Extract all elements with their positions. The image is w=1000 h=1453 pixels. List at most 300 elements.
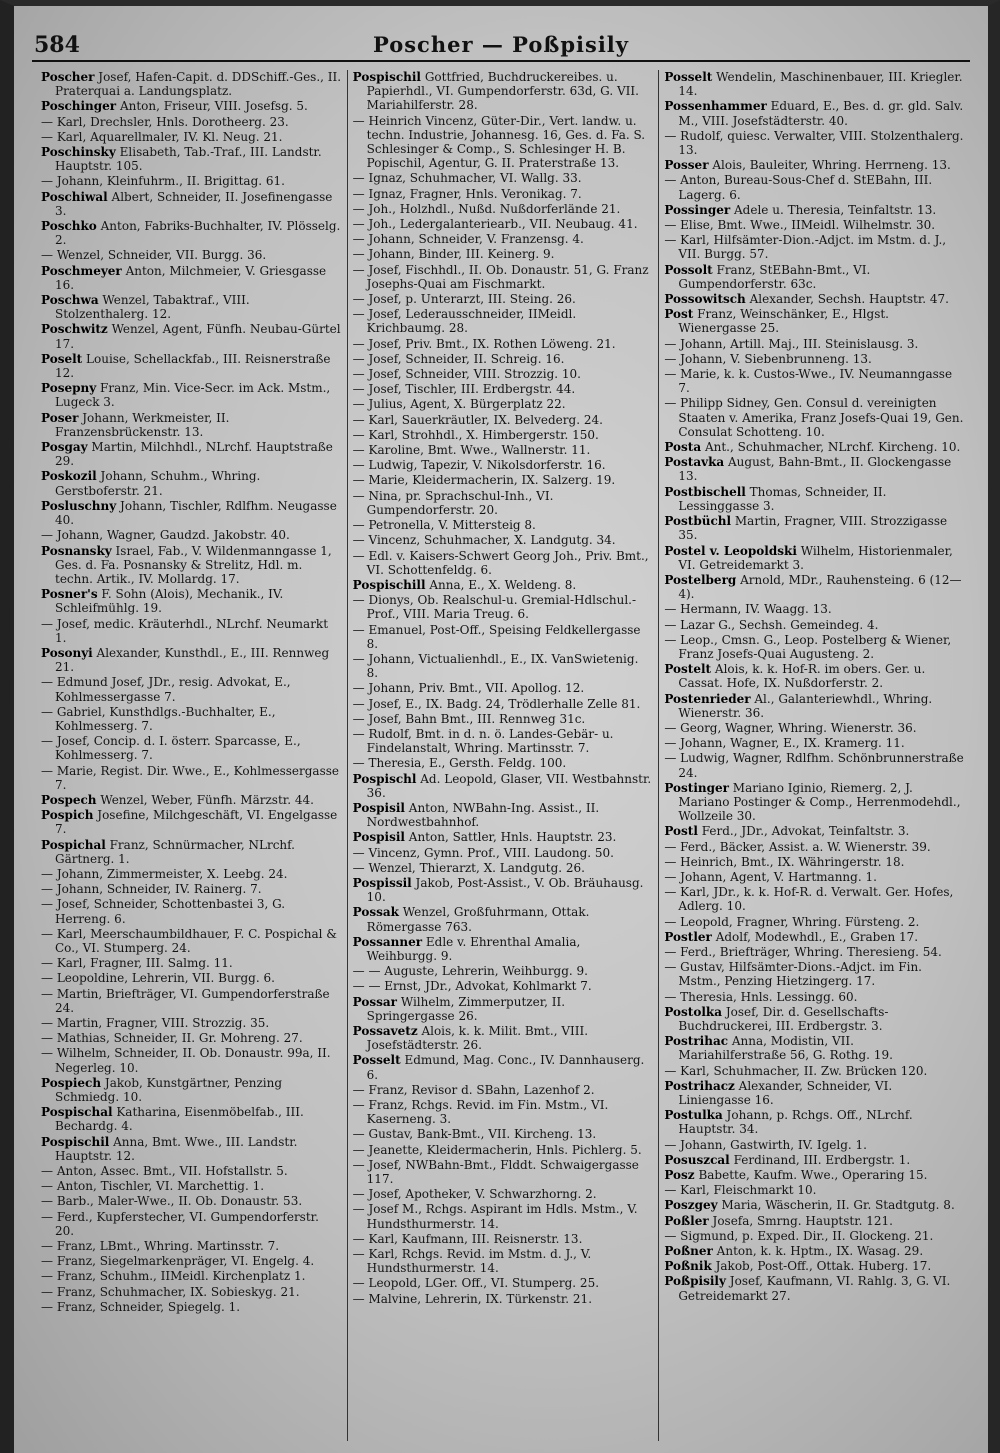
entry-surname: Pospischill (352, 577, 426, 592)
directory-entry (664, 1168, 965, 1182)
entry-details: — Johann, Victualienhdl., E., IX. VanSwietenig. 8. (352, 651, 639, 681)
entry-details: — Martin, Briefträger, VI. Gumpendorferstraße 24. (41, 986, 330, 1015)
directory-entry (41, 381, 342, 409)
directory-entry (353, 1187, 654, 1201)
directory-entry (664, 751, 965, 779)
entry-details: Jakob, Post-Off., Ottak. Huberg. 17. (711, 1259, 932, 1274)
entry-details: — Emanuel, Post-Off., Speising Feldkellergasse 8. (352, 622, 641, 651)
directory-entry (41, 264, 342, 292)
entry-details: — Ferd., Bäcker, Assist. a. W. Wienerstr. 39. (664, 839, 931, 854)
directory-entry (353, 578, 654, 592)
directory-entry (353, 1247, 654, 1275)
directory-entry (664, 945, 965, 959)
directory-entry (353, 202, 654, 216)
directory-entry (353, 905, 654, 933)
directory-entry (353, 232, 654, 246)
directory-entry (353, 772, 654, 800)
directory-entry (664, 633, 965, 661)
entry-details: — Karl, Strohhdl., X. Himbergerstr. 150. (352, 427, 599, 442)
directory-entry (664, 990, 965, 1004)
directory-entry (41, 1179, 342, 1193)
directory-entry (353, 756, 654, 770)
entry-details: — Ludwig, Tapezir, V. Nikolsdorferstr. 16. (352, 458, 606, 473)
entry-details: — Leopoldine, Lehrerin, VII. Burgg. 6. (41, 971, 275, 986)
entry-details: Johann, Tischler, Rdlfhm. Neugasse 40. (55, 498, 337, 528)
entry-details: — Karoline, Bmt. Wwe., Wallnerstr. 11. (352, 443, 591, 458)
entry-details: Anna, Modistin, VII. Mariahilferstraße 56, G. Rothg. 19. (678, 1034, 893, 1063)
directory-entry (41, 322, 342, 350)
entry-surname: Pospissil (352, 875, 412, 890)
entry-details: Anton, k. k. Hptm., IX. Wasag. 29. (712, 1244, 924, 1259)
entry-details: — Karl, JDr., k. k. Hof-R. d. Verwalt. Ger. Hofes, Adlerg. 10. (664, 885, 954, 914)
directory-entry (664, 1108, 965, 1136)
entry-details: Alois, Bauleiter, Whring. Herrneng. 13. (708, 158, 951, 173)
directory-entry (353, 70, 654, 113)
directory-entry (353, 292, 654, 306)
entry-details: Edmund, Mag. Conc., IV. Dannhauserg. 6. (366, 1053, 645, 1082)
directory-entry (353, 489, 654, 517)
directory-entry (664, 824, 965, 838)
entry-details: Eduard, E., Bes. d. gr. gld. Salv. M., VIII. Josefstädterstr. 40. (678, 99, 964, 128)
entry-surname: Pospiech (41, 1075, 102, 1090)
entry-details: — Georg, Wagner, Whring. Wienerstr. 36. (664, 720, 917, 735)
directory-entry (353, 1292, 654, 1306)
directory-entry (353, 413, 654, 427)
entry-surname: Poßpisily (664, 1274, 726, 1289)
entry-details: — Rudolf, Bmt. in d. n. ö. Landes-Gebär- u. Findelanstalt, Whring. Martinsstr. 7. (352, 726, 614, 756)
directory-entry (41, 1254, 342, 1268)
entry-surname: Postenrieder (664, 691, 751, 706)
entry-details: — Leopold, LGer. Off., VI. Stumperg. 25. (352, 1276, 600, 1291)
directory-entry (664, 307, 965, 335)
entry-details: — Theresia, E., Gersth. Feldg. 100. (352, 756, 567, 771)
directory-entry (664, 960, 965, 988)
entry-surname: Poskozil (41, 469, 97, 484)
directory-entry (353, 1024, 654, 1052)
entry-details: — Karl, Fragner, III. Salmg. 11. (41, 956, 233, 971)
entry-details: Gottfried, Buchdruckereibes. u. Papierhdl., VI. Gumpendorferstr. 63d, G. VII. Mariahilferstr. 28. (366, 70, 639, 113)
entry-details: — Johann, Kleinfuhrm., II. Brigittag. 61. (41, 174, 285, 189)
entry-details: — Josef, E., IX. Badg. 24, Trödlerhalle Zelle 81. (352, 696, 641, 711)
directory-entry (353, 1158, 654, 1186)
directory-entry (664, 870, 965, 884)
entry-details: — Joh., Ledergalanteriearb., VII. Neubaug. 41. (352, 217, 638, 232)
entry-details: Jakob, Post-Assist., V. Ob. Bräuhausg. 10. (366, 875, 644, 905)
directory-entry (664, 263, 965, 291)
directory-entry (41, 734, 342, 762)
entry-surname: Poßler (664, 1213, 709, 1228)
directory-entry (41, 248, 342, 262)
directory-entry (353, 697, 654, 711)
entry-details: — Hermann, IV. Waagg. 13. (664, 602, 832, 617)
entry-surname: Possenhammer (664, 99, 767, 114)
directory-entry (41, 174, 342, 188)
entry-surname: Poselt (41, 351, 83, 366)
entry-details: Wenzel, Agent, Fünfh. Neubau-Gürtel 17. (55, 322, 341, 351)
entry-details: Alexander, Kunsthdl., E., III. Rennweg 21. (55, 645, 330, 675)
entry-details: — Heinrich, Bmt., IX. Währingerstr. 18. (664, 854, 905, 869)
entry-details: Anton, Fabriks-Buchhalter, IV. Plösselg. 2. (55, 219, 341, 248)
entry-details: Josefa, Smrng. Hauptstr. 121. (708, 1213, 893, 1228)
entry-details: Anton, Friseur, VIII. Josefsg. 5. (116, 99, 308, 114)
entry-details: — Johann, Gastwirth, IV. Igelg. 1. (664, 1137, 867, 1152)
directory-entry (353, 593, 654, 621)
directory-entry (664, 129, 965, 157)
directory-entry (41, 411, 342, 439)
entry-details: — Marie, k. k. Custos-Wwe., IV. Neumanngasse 7. (664, 367, 953, 396)
entry-details: — Karl, Hilfsämter-Dion.-Adjct. im Mstm. d. J., VII. Burgg. 57. (664, 233, 947, 262)
entry-surname: Possar (352, 994, 397, 1009)
entry-details: Wendelin, Maschinenbauer, III. Kriegler. 14. (678, 70, 963, 99)
directory-entry (41, 764, 342, 792)
directory-entry (41, 675, 342, 703)
directory-entry (664, 736, 965, 750)
entry-details: Mariano Iginio, Riemerg. 2, J. Mariano Postinger & Comp., Herrenmodehdl., Wollzeile 30. (678, 780, 961, 824)
entry-details: — Sigmund, p. Exped. Dir., II. Glockeng. 21. (664, 1228, 934, 1243)
entry-details: — Joh., Holzhdl., Nußd. Nußdorferlände 21. (352, 201, 621, 216)
directory-entry (353, 1083, 654, 1097)
entry-details: — Julius, Agent, X. Bürgerplatz 22. (352, 397, 566, 412)
entry-surname: Postelt (664, 662, 712, 677)
entry-surname: Possolt (664, 262, 713, 277)
entry-details: — Josef, Apotheker, V. Schwarzhorng. 2. (352, 1187, 597, 1202)
entry-details: — Johann, Priv. Bmt., VII. Apollog. 12. (352, 681, 585, 696)
directory-entry (664, 662, 965, 690)
entry-surname: Postl (664, 824, 698, 839)
entry-details: — Johann, Artill. Maj., III. Steinislausg. 3. (664, 336, 919, 351)
directory-entry (664, 485, 965, 513)
entry-surname: Posz (664, 1168, 695, 1183)
directory-entry (353, 458, 654, 472)
page-number: 584 (34, 32, 80, 58)
directory-entry (664, 233, 965, 261)
entry-details: Franz, Min. Vice-Secr. im Ack. Mstm., Lugeck 3. (55, 381, 331, 410)
directory-entry (353, 1276, 654, 1290)
directory-entry (664, 840, 965, 854)
entry-details: — Josef M., Rchgs. Aspirant im Hdls. Mstm., V. Hundsthurmerstr. 14. (352, 1202, 638, 1231)
directory-entry (664, 915, 965, 929)
entry-details: — Heinrich Vincenz, Güter-Dir., Vert. landw. u. techn. Industrie, Johannesg. 16, Ges. d. Fa. S. Schlesinger & Comp., S. Schlesinger H. B. Popischil, Agentur, G. II. Praterstraße 13. (352, 113, 646, 171)
directory-entry (664, 1214, 965, 1228)
entry-details: Wenzel, Weber, Fünfh. Märzstr. 44. (96, 792, 314, 807)
directory-entry (353, 367, 654, 381)
directory-entry (664, 218, 965, 232)
entry-surname: Pospischl (352, 771, 417, 786)
entry-surname: Posser (664, 158, 709, 173)
directory-entry (664, 781, 965, 824)
column-right (658, 70, 970, 1441)
entry-details: Edle v. Ehrenthal Amalia, Weihburgg. 9. (366, 934, 581, 963)
directory-entry (41, 130, 342, 144)
directory-entry (353, 935, 654, 963)
directory-entry (41, 927, 342, 955)
entry-surname: Postulka (664, 1108, 723, 1123)
entry-details: — Gustav, Bank-Bmt., VII. Kircheng. 13. (352, 1127, 597, 1142)
directory-entry (41, 1135, 342, 1163)
entry-details: — Malvine, Lehrerin, IX. Türkenstr. 21. (352, 1291, 593, 1306)
directory-entry (353, 443, 654, 457)
entry-details: — Martin, Fragner, VIII. Strozzig. 35. (41, 1016, 270, 1030)
entry-details: Josef, Dir. d. Gesellschafts-Buchdruckerei, III. Erdbergstr. 3. (678, 1004, 889, 1033)
directory-entry (41, 1031, 342, 1045)
entry-surname: Posta (664, 440, 702, 455)
columns (36, 70, 970, 1441)
entry-surname: Pospischil (352, 70, 421, 84)
entry-details: Anna, E., X. Weldeng. 8. (425, 577, 577, 592)
entry-details: — Petronella, V. Mittersteig 8. (352, 518, 536, 533)
directory-entry (353, 727, 654, 755)
entry-details: — Philipp Sidney, Gen. Consul d. vereinigten Staaten v. Amerika, Franz Josefs-Quai 19, Gen. Consulat Schotteng. 10. (664, 396, 964, 439)
directory-entry (41, 1076, 342, 1104)
entry-details: — Anton, Bureau-Sous-Chef d. StEBahn, III. Lagerg. 6. (664, 173, 933, 202)
directory-entry (353, 623, 654, 651)
directory-entry (41, 1269, 342, 1283)
entry-details: — Rudolf, quiesc. Verwalter, VIII. Stolzenthalerg. 13. (664, 128, 964, 158)
directory-entry (664, 396, 965, 439)
entry-details: Ad. Leopold, Glaser, VII. Westbahnstr. 36. (366, 771, 652, 800)
entry-details: Johann, Schuhm., Whring. Gerstboferstr. 21. (55, 469, 261, 498)
directory-entry (353, 681, 654, 695)
entry-details: — Johann, Agent, V. Hartmanng. 1. (664, 869, 877, 884)
entry-details: — Josef, p. Unterarzt, III. Steing. 26. (352, 292, 576, 307)
entry-surname: Poschinger (41, 99, 117, 114)
column-left (36, 70, 347, 1441)
entry-details: Johann, p. Rchgs. Off., NLrchf. Hauptstr. 34. (678, 1108, 913, 1137)
entry-details: Martin, Fragner, VIII. Strozzigasse 35. (678, 514, 948, 543)
entry-details: Wilhelm, Historienmaler, VI. Getreidemarkt 3. (678, 543, 953, 572)
entry-details: — Franz, LBmt., Whring. Martinsstr. 7. (41, 1239, 280, 1254)
entry-details: Ferdinand, III. Erdbergstr. 1. (729, 1152, 911, 1167)
directory-entry (353, 1232, 654, 1246)
entry-details: — Mathias, Schneider, II. Gr. Mohreng. 27. (41, 1031, 303, 1046)
entry-details: — Edmund Josef, JDr., resig. Advokat, E., Kohlmessergasse 7. (41, 675, 291, 704)
entry-details: Alois, k. k. Hof-R. im obers. Ger. u. Cassat. Hofe, IX. Nußdorferstr. 2. (678, 662, 926, 691)
entry-details: — Ferd., Kupferstecher, VI. Gumpendorferstr. 20. (41, 1209, 319, 1238)
entry-details: August, Bahn-Bmt., II. Glockengasse 13. (678, 455, 952, 484)
entry-details: Adolf, Modewhdl., E., Graben 17. (711, 929, 919, 944)
directory-entry (41, 1046, 342, 1074)
directory-entry (664, 440, 965, 454)
directory-entry (41, 544, 342, 587)
entry-surname: Poscher (41, 70, 95, 84)
directory-entry (353, 263, 654, 291)
entry-details: Johann, Werkmeister, II. Franzensbrückenstr. 13. (55, 410, 230, 439)
directory-entry (664, 337, 965, 351)
directory-entry (664, 855, 965, 869)
entry-details: — Gabriel, Kunsthdlgs.-Buchhalter, E., Kohlmesserg. 7. (41, 704, 276, 733)
directory-entry (664, 514, 965, 542)
directory-entry (353, 1098, 654, 1126)
entry-details: Martin, Milchhdl., NLrchf. Hauptstraße 29. (55, 440, 333, 469)
entry-details: — Franz, Siegelmarkenpräger, VI. Engelg. 4. (41, 1254, 315, 1269)
entry-details: — Ludwig, Wagner, Rdlfhm. Schönbrunnerstraße 24. (664, 751, 964, 780)
directory-entry (41, 1210, 342, 1238)
directory-entry (41, 115, 342, 129)
entry-surname: Pospischil (41, 1134, 110, 1149)
entry-details: Franz, Schnürmacher, NLrchf. Gärtnerg. 1. (55, 837, 295, 866)
entry-details: — Johann, Wagner, E., IX. Kramerg. 11. (664, 736, 905, 751)
directory-entry (664, 885, 965, 913)
running-title: Poscher — Poßpisily (373, 32, 629, 57)
directory-entry (664, 1034, 965, 1062)
directory-entry (353, 397, 654, 411)
directory-entry (353, 518, 654, 532)
entry-details: Ant., Schuhmacher, NLrchf. Kircheng. 10. (701, 440, 961, 455)
entry-details: — Johann, Schneider, V. Franzensg. 4. (352, 232, 584, 247)
directory-entry (664, 1274, 965, 1302)
entry-details: — Elise, Bmt. Wwe., IIMeidl. Wilhelmstr. 30. (664, 218, 936, 233)
directory-entry (41, 1164, 342, 1178)
directory-entry (664, 99, 965, 127)
directory-entry (353, 247, 654, 261)
directory-entry (41, 70, 342, 98)
entry-details: — Josef, Concip. d. I. österr. Sparcasse, E., Kohlmesserg. 7. (41, 734, 301, 763)
entry-details: F. Sohn (Alois), Mechanik., IV. Schleifmühlg. 19. (55, 587, 284, 616)
entry-surname: Pospischal (41, 1105, 113, 1120)
directory-entry (41, 971, 342, 985)
entry-details: — Franz, Schuhm., IIMeidl. Kirchenplatz 1. (41, 1269, 306, 1284)
entry-details: Albert, Schneider, II. Josefinengasse 3. (55, 189, 333, 218)
entry-surname: Poschiwal (41, 189, 108, 204)
directory-entry (41, 705, 342, 733)
directory-entry (41, 1194, 342, 1208)
entry-details: — Franz, Schneider, Spiegelg. 1. (41, 1299, 241, 1314)
entry-surname: Posselt (352, 1053, 401, 1068)
directory-entry (353, 1143, 654, 1157)
directory-entry (41, 1239, 342, 1253)
entry-surname: Poschinsky (41, 145, 116, 160)
entry-surname: Post (664, 307, 694, 322)
entry-details: — Theresia, Hnls. Lessingg. 60. (664, 989, 858, 1004)
directory-entry (41, 987, 342, 1015)
entry-surname: Possowitsch (664, 292, 746, 307)
directory-entry (41, 219, 342, 247)
directory-entry (41, 897, 342, 925)
directory-entry (664, 455, 965, 483)
entry-details: Franz, Weinschänker, E., Hlgst. Wienergasse 25. (678, 307, 889, 336)
entry-surname: Posuszcal (664, 1152, 730, 1167)
entry-details: Al., Galanteriewhdl., Whring. Wienerstr. 36. (678, 691, 933, 720)
directory-entry (353, 307, 654, 335)
directory-entry (41, 793, 342, 807)
directory-entry (41, 1105, 342, 1133)
directory-entry (353, 533, 654, 547)
entry-surname: Postinger (664, 780, 729, 795)
entry-surname: Poszgey (664, 1198, 718, 1213)
entry-details: — — Ernst, JDr., Advokat, Kohlmarkt 7. (352, 979, 592, 994)
directory-entry (353, 1053, 654, 1081)
entry-details: — Ignaz, Fragner, Hnls. Veronikag. 7. (352, 186, 582, 201)
entry-details: — Marie, Regist. Dir. Wwe., E., Kohlmessergasse 7. (41, 763, 340, 792)
entry-details: — Josef, Lederausschneider, IIMeidl. Krichbaumg. 28. (352, 307, 577, 336)
entry-surname: Postelberg (664, 572, 737, 587)
entry-details: Elisabeth, Tab.-Traf., III. Landstr. Hauptstr. 105. (55, 145, 322, 174)
directory-entry (353, 995, 654, 1023)
directory-entry (353, 846, 654, 860)
directory-entry (41, 617, 342, 645)
directory-entry (41, 145, 342, 173)
entry-details: — Anton, Tischler, VI. Marchettig. 1. (41, 1179, 265, 1194)
entry-surname: Postolka (664, 1004, 722, 1019)
directory-entry (353, 217, 654, 231)
entry-details: Jakob, Kunstgärtner, Penzing Schmiedg. 10. (55, 1075, 283, 1105)
directory-entry (664, 544, 965, 572)
entry-details: Ferd., JDr., Advokat, Teinfaltstr. 3. (697, 824, 910, 839)
entry-details: — Josef, Fischhdl., II. Ob. Donaustr. 51, G. Franz Josephs-Quai am Fischmarkt. (352, 262, 649, 291)
entry-details: — Lazar G., Sechsh. Gemeindeg. 4. (664, 617, 879, 632)
directory-entry (41, 1016, 342, 1030)
entry-details: — Karl, Fleischmarkt 10. (664, 1183, 817, 1198)
entry-details: — Franz, Rchgs. Revid. im Fin. Mstm., VI. Kaserneng. 3. (352, 1098, 609, 1127)
entry-details: — Ignaz, Schuhmacher, VI. Wallg. 33. (352, 171, 582, 186)
directory-entry (41, 528, 342, 542)
directory-entry (41, 190, 342, 218)
directory-entry (41, 808, 342, 836)
directory-entry (41, 293, 342, 321)
entry-details: — Johann, Schneider, IV. Rainerg. 7. (41, 882, 262, 897)
directory-entry (353, 801, 654, 829)
entry-surname: Posselt (664, 70, 713, 84)
directory-entry (664, 70, 965, 98)
directory-entry (353, 652, 654, 680)
directory-entry (664, 1005, 965, 1033)
entry-details: — Karl, Meerschaumbildhauer, F. C. Pospichal & Co., VI. Stumperg. 24. (41, 926, 337, 955)
entry-details: Josef, Hafen-Capit. d. DDSchiff.-Ges., II. Praterquai a. Landungsplatz. (55, 70, 342, 99)
entry-surname: Pospisil (352, 800, 405, 815)
entry-surname: Poschwa (41, 293, 99, 308)
entry-surname: Posepny (41, 381, 97, 396)
directory-entry (664, 1229, 965, 1243)
entry-details: — Franz, Schuhmacher, IX. Sobieskyg. 21. (41, 1284, 300, 1299)
entry-surname: Poschwitz (41, 322, 108, 337)
entry-details: — Vincenz, Schuhmacher, X. Landgutg. 34. (352, 533, 616, 548)
entry-surname: Poser (41, 410, 79, 425)
entry-surname: Pospichal (41, 837, 106, 852)
entry-details: Alexander, Schneider, VI. Liniengasse 16. (678, 1078, 893, 1108)
directory-entry (664, 1153, 965, 1167)
directory-entry (353, 382, 654, 396)
entry-details: — Ferd., Briefträger, Whring. Theresieng. 54. (664, 944, 942, 959)
entry-surname: Postbischell (664, 484, 746, 499)
entry-details: — Marie, Kleidermacherin, IX. Salzerg. 19. (352, 473, 616, 488)
entry-details: Anna, Bmt. Wwe., III. Landstr. Hauptstr. 12. (55, 1134, 298, 1163)
entry-surname: Possak (352, 905, 399, 920)
directory-entry (41, 499, 342, 527)
entry-details: — Wenzel, Thierarzt, X. Landgutg. 26. (352, 860, 585, 875)
directory-entry (664, 292, 965, 306)
directory-entry (41, 99, 342, 113)
entry-details: — Barb., Maler-Wwe., II. Ob. Donaustr. 53. (41, 1194, 303, 1209)
entry-surname: Postrihacz (664, 1078, 735, 1093)
entry-details: Franz, StEBahn-Bmt., VI. Gumpendorferstr. 63c. (678, 262, 871, 291)
directory-entry (664, 1183, 965, 1197)
directory-entry (353, 1202, 654, 1230)
directory-entry (353, 979, 654, 993)
directory-entry (353, 428, 654, 442)
entry-details: Louise, Schellackfab., III. Reisnerstraße 12. (55, 351, 331, 381)
directory-entry (353, 1127, 654, 1141)
entry-surname: Poschko (41, 219, 97, 234)
directory-entry (353, 861, 654, 875)
entry-details: — Leopold, Fragner, Whring. Fürsteng. 2. (664, 914, 920, 929)
entry-details: Alois, k. k. Milit. Bmt., VIII. Josefstädterstr. 26. (366, 1024, 589, 1053)
directory-entry (41, 587, 342, 615)
entry-surname: Possanner (352, 934, 423, 949)
entry-details: Wenzel, Tabaktraf., VIII. Stolzenthalerg. 12. (55, 293, 250, 322)
directory-entry (664, 352, 965, 366)
entry-details: Israel, Fab., V. Wildenmanngasse 1, Ges. d. Fa. Posnansky & Strelitz, Hdl. m. techn. Artik., IV. Mollardg. 17. (55, 543, 332, 586)
directory-entry (664, 602, 965, 616)
